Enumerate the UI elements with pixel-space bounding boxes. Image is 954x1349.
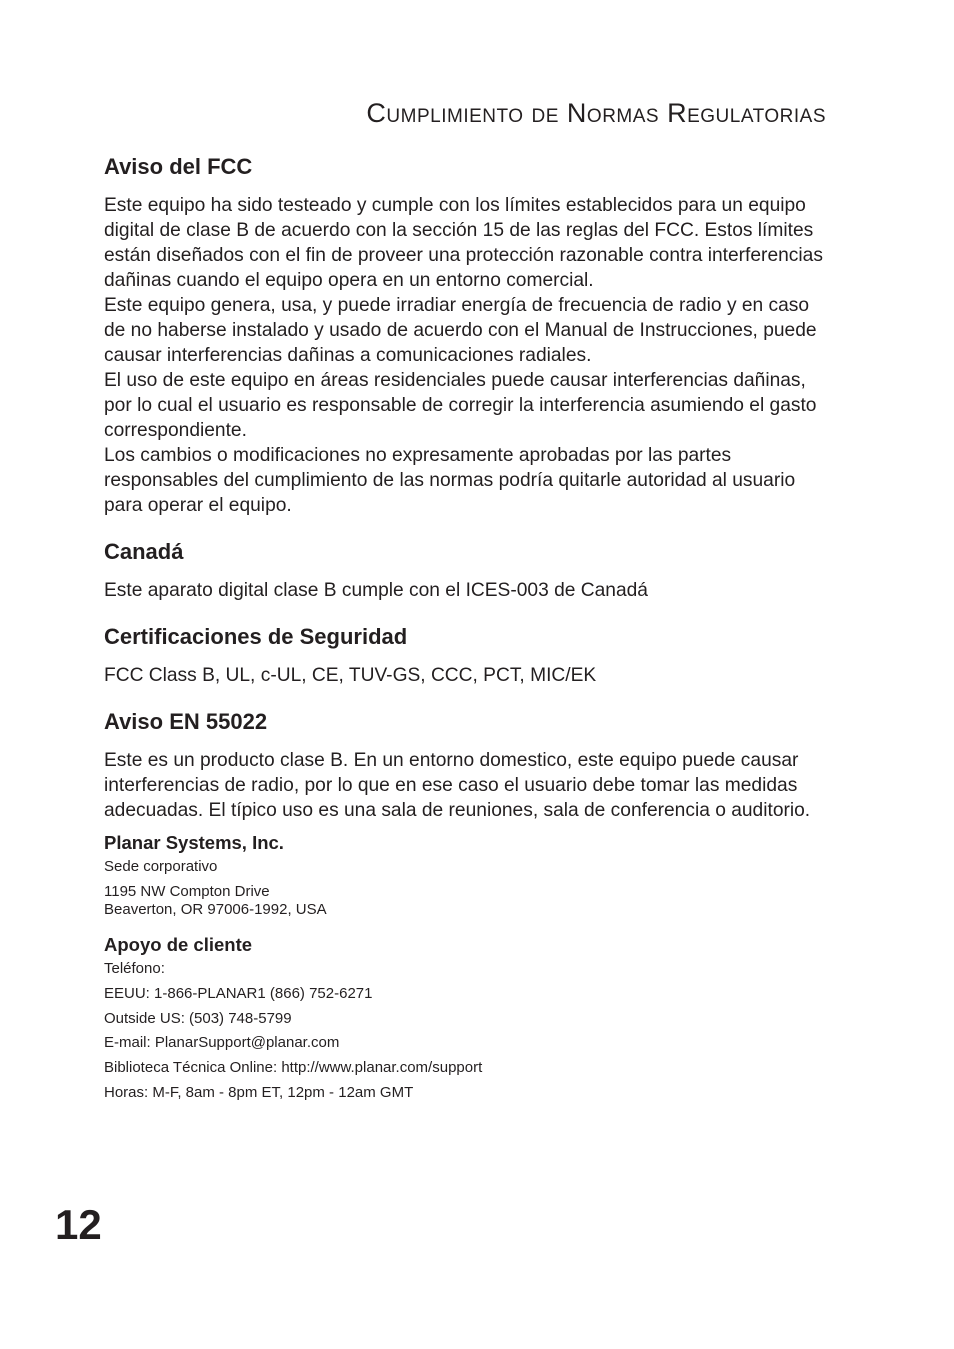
support-line: Outside US: (503) 748-5799	[104, 1009, 292, 1027]
canada-section	[104, 537, 834, 603]
support-line: E-mail: PlanarSupport@planar.com	[104, 1034, 340, 1052]
page-number: 12	[55, 1201, 102, 1248]
support-line: Teléfono:	[104, 960, 165, 977]
fcc-section	[104, 152, 834, 518]
company-info	[104, 831, 834, 919]
support-line: EEUU: 1-866-PLANAR1 (866) 752-6271	[104, 984, 373, 1002]
page-title: Cumplimiento de Normas Regulatorias	[366, 98, 826, 128]
en55022-text: Este es un producto clase B. En un entorno domestico, este equipo puede causar interferencias de radio, por lo que en ese caso el usuario debe tomar las medidas adecuadas. El típico uso es una sala de reuniones, sala de conferencia o auditorio.	[104, 750, 811, 821]
safety-section	[104, 622, 834, 688]
support-line: Biblioteca Técnica Online: http://www.planar.com/support	[104, 1059, 483, 1077]
support-heading: Apoyo de cliente	[104, 934, 253, 955]
support-lines	[104, 957, 834, 1106]
hq-label: Sede corporativo	[104, 858, 218, 875]
address-line: 1195 NW Compton Drive	[104, 883, 270, 900]
en55022-section	[104, 707, 834, 823]
fcc-paragraph: Este equipo ha sido testeado y cumple con los límites establecidos para un equipo digital de clase B de acuerdo con la sección 15 de las reglas del FCC. Estos límites están diseñados con el fin de proveer una protección razonable contra interferencias dañinas cuando el equipo opera en un entorno comercial.	[104, 195, 823, 291]
safety-text: FCC Class B, UL, c-UL, CE, TUV-GS, CCC, PCT, MIC/EK	[104, 665, 597, 686]
page-content	[104, 152, 834, 1106]
canada-heading: Canadá	[104, 539, 184, 564]
fcc-paragraph: Los cambios o modificaciones no expresamente aprobadas por las partes responsables del cumplimiento de las normas podría quitarle autoridad al usuario para operar el equipo.	[104, 445, 796, 516]
canada-text: Este aparato digital clase B cumple con el ICES-003 de Canadá	[104, 580, 648, 601]
company-name: Planar Systems, Inc.	[104, 832, 284, 853]
fcc-body	[104, 193, 834, 518]
en55022-heading: Aviso EN 55022	[104, 709, 268, 734]
address-line: Beaverton, OR 97006-1992, USA	[104, 901, 327, 918]
fcc-heading: Aviso del FCC	[104, 154, 253, 179]
safety-heading: Certificaciones de Seguridad	[104, 624, 408, 649]
fcc-paragraph: El uso de este equipo en áreas residenciales puede causar interferencias dañinas, por lo cual el usuario es responsable de corregir la interferencia asumiendo el gasto correspondiente.	[104, 370, 817, 441]
fcc-paragraph: Este equipo genera, usa, y puede irradiar energía de frecuencia de radio y en caso de no haberse instalado y usado de acuerdo con el Manual de Instrucciones, puede causar interferencias dañinas a comunicaciones radiales.	[104, 295, 817, 366]
support-line: Horas: M-F, 8am - 8pm ET, 12pm - 12am GMT	[104, 1083, 414, 1101]
support-info	[104, 933, 834, 1106]
